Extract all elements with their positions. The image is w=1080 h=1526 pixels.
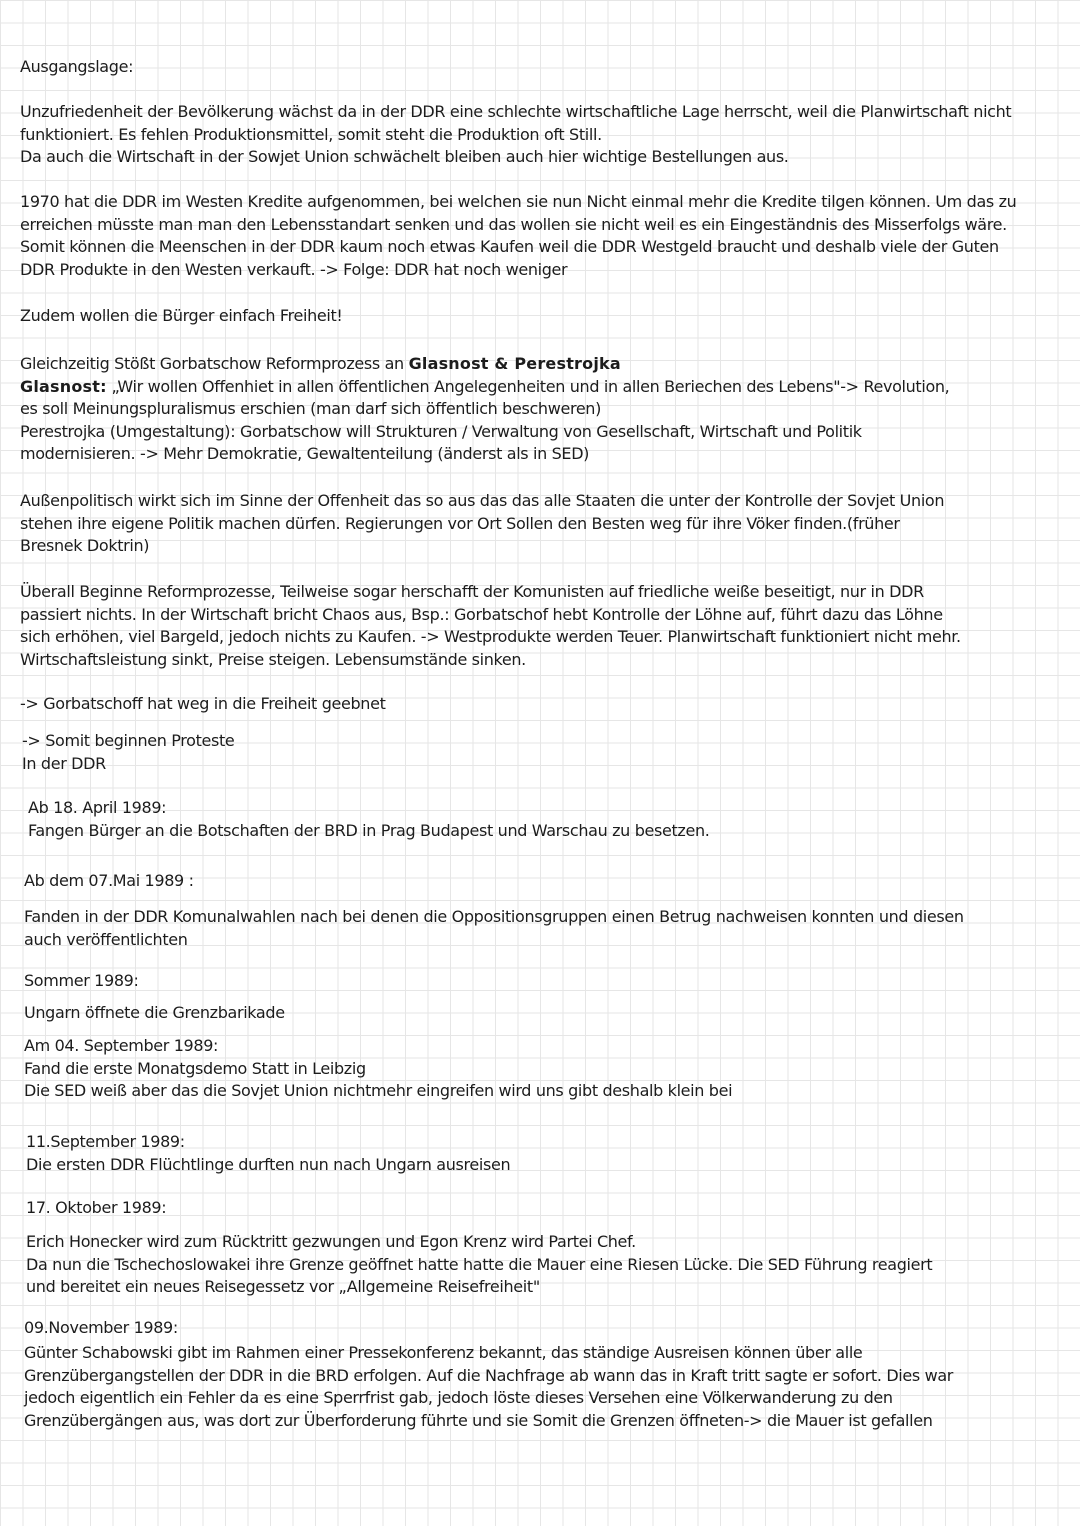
event-september-11-1989 xyxy=(26,1131,510,1176)
event-text: Die ersten DDR Flüchtlinge durften nun nach Ungarn ausreisen xyxy=(26,1154,511,1174)
paragraph-kredite xyxy=(20,191,1016,281)
event-text: und bereitet ein neues Reisegessetz vor „Allgemeine Reisefreiheit" xyxy=(26,1277,540,1297)
event-text: Fangen Bürger an die Botschaften der BRD in Prag Budapest und Warschau zu besetzen. xyxy=(28,820,710,840)
event-text: Erich Honecker wird zum Rücktritt gezwungen und Egon Krenz wird Partei Chef. xyxy=(26,1232,636,1251)
text-line: 1970 hat die DDR im Westen Kredite aufgenommen, bei welchen sie nun Nicht einmal mehr die Kredite tilgen können. Um das zu xyxy=(20,192,1017,211)
event-date: Am 04. September 1989: xyxy=(24,1036,219,1055)
heading-ausgangslage: Ausgangslage: xyxy=(20,57,134,76)
event-text: Grenzübergangstellen der DDR in die BRD erfolgen. Auf die Nachfrage ab wann das in Kraft tritt sagte er sofort. Dies war xyxy=(24,1365,954,1385)
text-line: Außenpolitisch wirkt sich im Sinne der Offenheit das so aus das das alle Staaten die unter der Kontrolle der Sovjet Union xyxy=(20,491,945,510)
event-text: Fanden in der DDR Komunalwahlen nach bei denen die Oppositionsgruppen einen Betrug nachweisen konnten und diesen xyxy=(24,907,964,926)
text-line: Wirtschaftsleistung sinkt, Preise steigen. Lebensumstände sinken. xyxy=(20,649,526,669)
text-line: Somit können die Meenschen in der DDR kaum noch etwas Kaufen weil die DDR Westgeld braucht und deshalb viele der Guten xyxy=(20,237,999,257)
text-line: sich erhöhen, viel Bargeld, jedoch nichts zu Kaufen. -> Westprodukte werden Teuer. Planwirtschaft funktioniert nicht mehr. xyxy=(20,627,961,647)
event-text: Da nun die Tschechoslowakei ihre Grenze geöffnet hatte hatte die Mauer eine Riesen Lücke. Die SED Führung reagiert xyxy=(26,1254,933,1274)
text-line: Bresnek Doktrin) xyxy=(20,536,150,556)
text-line: modernisieren. -> Mehr Demokratie, Gewaltenteilung (änderst als in SED) xyxy=(20,444,590,464)
event-oktober-1989 xyxy=(26,1231,932,1299)
text-line: es soll Meinungspluralismus erschien (man darf sich öffentlich beschweren) xyxy=(20,399,601,419)
event-april-1989 xyxy=(28,797,709,842)
event-date-mai-1989: Ab dem 07.Mai 1989 : xyxy=(24,871,194,890)
text-line: Überall Beginne Reformprozesse, Teilweise sogar herschafft der Komunisten auf friedliche weiße beseitigt, nur in DDR xyxy=(20,582,924,601)
text-line: passiert nichts. In der Wirtschaft bricht Chaos aus, Bsp.: Gorbatschof hebt Kontrolle der Löhne auf, führt dazu das Löhne xyxy=(20,604,943,624)
paragraph-glasnost-perestrojka xyxy=(20,353,949,466)
text-line: Da auch die Wirtschaft in der Sowjet Union schwächelt bleiben auch hier wichtige Bestellungen aus. xyxy=(20,147,789,167)
paragraph-proteste xyxy=(22,730,234,775)
text-span: Gleichzeitig Stößt Gorbatschow Reformprozess an xyxy=(20,354,409,373)
event-text: auch veröffentlichten xyxy=(24,929,188,949)
paragraph-aussenpolitik xyxy=(20,490,944,558)
event-text: Fand die erste Monatgsdemo Statt in Leibzig xyxy=(24,1058,366,1078)
text-line: stehen ihre eigene Politik machen dürfen. Regierungen vor Ort Sollen den Besten weg für ihre Vöker finden.(früher xyxy=(20,513,900,533)
event-september-04-1989 xyxy=(24,1035,732,1103)
event-date-oktober-1989: 17. Oktober 1989: xyxy=(26,1198,167,1217)
paragraph-freiheit: Zudem wollen die Bürger einfach Freiheit! xyxy=(20,306,343,325)
text-line: erreichen müsste man man den Lebensstandart senken und das wollen sie nicht weil es ein Eingeständnis des Misserfolgs wäre. xyxy=(20,214,1007,234)
text-line: DDR Produkte in den Westen verkauft. -> Folge: DDR hat noch weniger xyxy=(20,259,568,279)
paragraph-gorbatschoff: -> Gorbatschoff hat weg in die Freiheit geebnet xyxy=(20,694,386,713)
paragraph-unzufriedenheit xyxy=(20,101,1011,169)
text-line: -> Somit beginnen Proteste xyxy=(22,731,235,750)
event-november-1989 xyxy=(24,1342,953,1432)
bold-term-glasnost: Glasnost: xyxy=(20,376,107,396)
event-date: Ab 18. April 1989: xyxy=(28,798,167,817)
text-line: Perestrojka (Umgestaltung): Gorbatschow will Strukturen / Verwaltung von Gesellschaft, Wirtschaft und Politik xyxy=(20,421,862,441)
event-text: Die SED weiß aber das die Sovjet Union nichtmehr eingreifen wird uns gibt deshalb klein bei xyxy=(24,1081,733,1101)
event-text: Günter Schabowski gibt im Rahmen einer Pressekonferenz bekannt, das ständige Ausreisen können über alle xyxy=(24,1343,863,1362)
text-line xyxy=(20,376,949,399)
text-line: In der DDR xyxy=(22,753,106,773)
event-text: jedoch eigentlich ein Fehler da es eine Sperrfrist gab, jedoch löste dieses Versehen eine Völkerwanderung zu den xyxy=(24,1388,893,1408)
event-date-november-1989: 09.November 1989: xyxy=(24,1318,178,1337)
event-text-sommer-1989: Ungarn öffnete die Grenzbarikade xyxy=(24,1003,285,1022)
text-line: funktioniert. Es fehlen Produktionsmittel, somit steht die Produktion oft Still. xyxy=(20,124,602,144)
text-line xyxy=(20,353,949,376)
paragraph-reformprozesse xyxy=(20,581,961,671)
text-span: „Wir wollen Offenhiet in allen öffentlichen Angelegenheiten und in allen Beriechen des Lebens"-> Revolution, xyxy=(106,376,950,396)
event-text: Grenzübergängen aus, was dort zur Überforderung führte und sie Somit die Grenzen öffneten-> die Mauer ist gefallen xyxy=(24,1410,933,1430)
event-mai-1989 xyxy=(24,906,964,951)
event-date: 11.September 1989: xyxy=(26,1132,185,1151)
bold-term-glasnost-perestrojka: Glasnost & Perestrojka xyxy=(408,354,621,373)
event-date-sommer-1989: Sommer 1989: xyxy=(24,971,139,990)
text-line: Unzufriedenheit der Bevölkerung wächst da in der DDR eine schlechte wirtschaftliche Lage herrscht, weil die Planwirtschaft nicht xyxy=(20,102,1012,121)
